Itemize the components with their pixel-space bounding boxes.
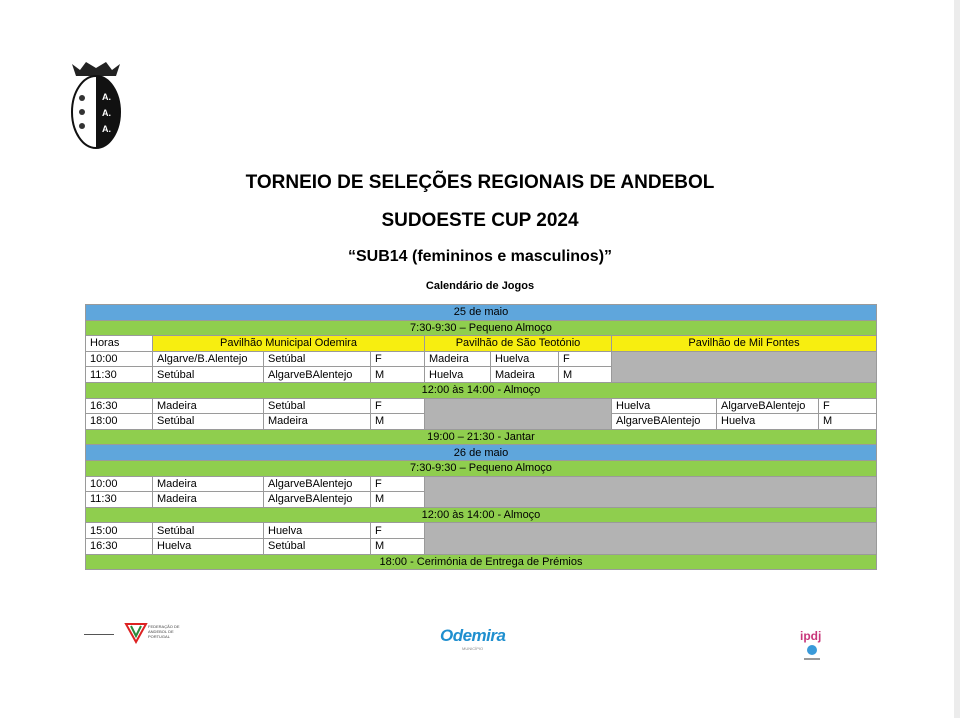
breakfast1-label: 7:30-9:30 – Pequeno Almoço [86,320,877,336]
fap-logo-text: FEDERAÇÃO DE ANDEBOL DE PORTUGAL [148,624,180,639]
game-time: 16:30 [86,538,153,554]
game-time: 18:00 [86,414,153,430]
team-away: Setúbal [264,351,371,367]
team-home: Huelva [425,367,491,383]
team-home: Algarve/B.Alentejo [153,351,264,367]
calendar-heading: Calendário de Jogos [425,280,535,292]
cup-title: SUDOESTE CUP 2024 [381,210,579,231]
dinner-label: 19:00 – 21:30 - Jantar [86,429,877,445]
tournament-title: TORNEIO DE SELEÇÕES REGIONAIS DE ANDEBOL [245,172,715,193]
breakfast2-label: 7:30-9:30 – Pequeno Almoço [86,460,877,476]
fap-logo [124,620,148,644]
game-row [86,351,877,367]
venue-sao-teotonio-header: Pavilhão de São Teotónio [425,336,612,352]
team-home: Madeira [153,492,264,508]
team-away: Setúbal [264,538,371,554]
game-gender: M [371,538,425,554]
team-away: Huelva [264,523,371,539]
lunch1-label: 12:00 às 14:00 - Almoço [86,382,877,398]
team-away: AlgarveBAlentejo [264,367,371,383]
crest-letter-3: A. [102,124,111,134]
crest-letter-1: A. [102,92,111,102]
lunch2-label: 12:00 às 14:00 - Almoço [86,507,877,523]
meal-row [86,554,877,570]
meal-row [86,507,877,523]
odemira-logo: Odemira [440,626,506,645]
hours-header: Horas [86,336,153,352]
team-home: Setúbal [153,523,264,539]
game-row [86,523,877,539]
team-away: AlgarveBAlentejo [264,492,371,508]
game-gender: M [371,492,425,508]
team-home: Setúbal [153,367,264,383]
game-time: 11:30 [86,492,153,508]
day-row [86,445,877,461]
game-gender: F [819,398,877,414]
empty-slot [425,398,612,429]
team-home: Setúbal [153,414,264,430]
club-crest-logo [68,60,124,152]
game-row [86,476,877,492]
meal-row [86,320,877,336]
category-title: “SUB14 (femininos e masculinos)” [347,248,613,265]
ipdj-logo [798,624,826,664]
team-home: Huelva [153,538,264,554]
day2-label: 26 de maio [86,445,877,461]
team-away: Madeira [491,367,559,383]
team-home: Madeira [425,351,491,367]
game-gender: F [371,476,425,492]
game-time: 10:00 [86,476,153,492]
venue-odemira-header: Pavilhão Municipal Odemira [153,336,425,352]
game-gender: F [371,351,425,367]
empty-slot [425,476,877,507]
odemira-logo-subtitle: MUNICÍPIO [462,646,484,651]
game-time: 16:30 [86,398,153,414]
day1-label: 25 de maio [86,305,877,321]
team-away: Huelva [717,414,819,430]
team-away: AlgarveBAlentejo [717,398,819,414]
team-home: Huelva [612,398,717,414]
team-home: AlgarveBAlentejo [612,414,717,430]
team-home: Madeira [153,476,264,492]
game-gender: M [371,414,425,430]
team-away: AlgarveBAlentejo [264,476,371,492]
game-gender: F [371,523,425,539]
venue-mil-fontes-header: Pavilhão de Mil Fontes [612,336,877,352]
ipdj-logo-text: ipdj [800,629,822,643]
meal-row [86,382,877,398]
game-time: 15:00 [86,523,153,539]
game-time: 11:30 [86,367,153,383]
footer-divider [84,634,114,635]
empty-slot [612,351,877,382]
day-row [86,305,877,321]
game-gender: M [819,414,877,430]
meal-row [86,460,877,476]
team-away: Huelva [491,351,559,367]
team-home: Madeira [153,398,264,414]
game-time: 10:00 [86,351,153,367]
game-gender: M [371,367,425,383]
game-gender: M [559,367,612,383]
ceremony-label: 18:00 - Cerimónia de Entrega de Prémios [86,554,877,570]
game-gender: F [371,398,425,414]
empty-slot [425,523,877,554]
crest-letter-2: A. [102,108,111,118]
meal-row [86,429,877,445]
team-away: Madeira [264,414,371,430]
venue-header-row [86,336,877,352]
games-schedule-table [85,304,877,570]
game-gender: F [559,351,612,367]
team-away: Setúbal [264,398,371,414]
game-row [86,398,877,414]
